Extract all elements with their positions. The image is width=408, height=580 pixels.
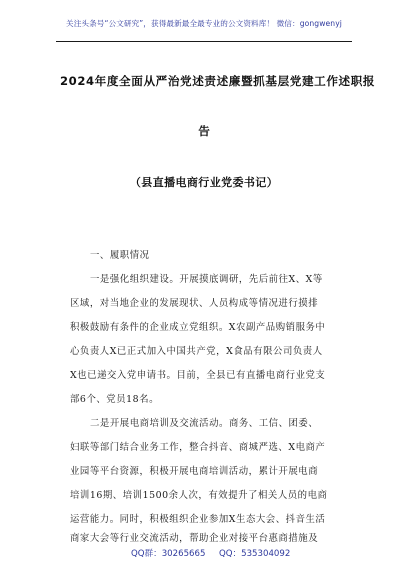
document-subtitle: （县直播电商行业党委书记）	[129, 176, 279, 189]
document-title-continuation: 告	[198, 124, 210, 138]
paragraph-line: 一是强化组织建设。开展摸底调研，先后前往X、X等	[90, 274, 323, 285]
document-title: 2024年度全面从严治党述责述廉暨抓基层党建工作述职报	[60, 74, 376, 88]
section-heading: 一、履职情况	[90, 250, 150, 261]
paragraph-line: 商家大会等行业交流活动，帮助企业对接平台惠商措施及	[70, 533, 319, 544]
paragraph-line: 培训16期、培训1500余人次，有效提升了相关人员的电商	[70, 490, 328, 501]
paragraph-line: 妇联等部门结合业务工作，整合抖音、商城严选、X电商产	[70, 442, 326, 453]
qq-group-link[interactable]: QQ群：30265665	[131, 549, 206, 559]
header-divider	[56, 41, 352, 42]
paragraph-line: 运营能力。同时，积极组织企业参加X生态大会、抖音生活	[70, 514, 326, 525]
paragraph-line: 心负责人X已正式加入中国共产党，X食品有限公司负责人	[70, 346, 323, 357]
paragraph-line: 区域，对当地企业的发展现状、人员构成等情况进行摸排	[70, 298, 319, 309]
paragraph-line: 部6个、党员18名。	[70, 394, 160, 405]
paragraph-line: X也已递交入党申请书。目前，全县已有直播电商行业党支	[70, 370, 326, 381]
paragraph-line: 积极鼓励有条件的企业成立党组织。X农副产品购销服务中	[70, 322, 326, 333]
qq-contact-link[interactable]: QQ：535304092	[219, 549, 291, 559]
paragraph-line: 二是开展电商培训及交流活动。商务、工信、团委、	[90, 418, 319, 429]
header-banner[interactable]: 关注头条号“公文研究”，获得最新最全最专业的公文资料库！ 微信：gongwenyj	[66, 19, 342, 28]
paragraph-line: 业园等平台资源，积极开展电商培训活动，累计开展电商	[70, 466, 319, 477]
